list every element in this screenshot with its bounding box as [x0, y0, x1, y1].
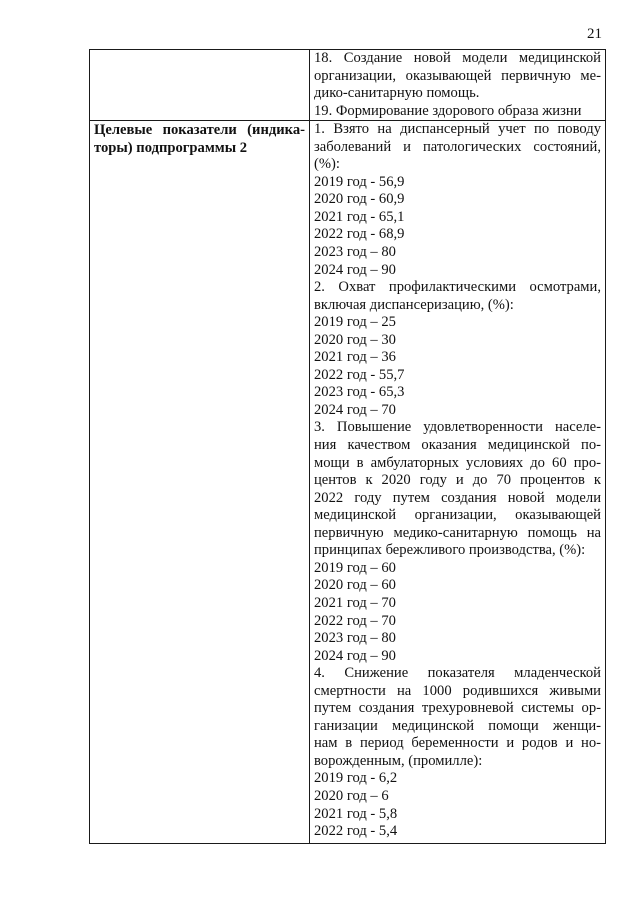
indicator-1-value-2023: 2023 год – 80	[314, 244, 396, 261]
indicator-2	[314, 279, 601, 419]
task-18-line: 18. Создание новой модели медицинской	[314, 50, 601, 66]
indicator-3-line: медицинской организации, оказывающей	[314, 507, 601, 524]
task-19: 19. Формирование здорового образа жизни	[314, 102, 582, 119]
table-row	[90, 121, 606, 844]
indicator-2-line: включая диспансеризацию, (%):	[314, 296, 514, 313]
indicator-4	[314, 665, 601, 840]
tasks-cell	[310, 50, 606, 121]
subprogram-indicators-heading: Целевые показатели (индика-торы) подпрограммы 2	[90, 121, 310, 844]
indicator-3-line: мощи в амбулаторных условиях до 60 про-	[314, 454, 601, 471]
indicator-2-value-2024: 2024 год – 70	[314, 401, 396, 418]
indicator-2-value-2020: 2020 год – 30	[314, 331, 396, 348]
indicator-3-line: центов к 2020 году и до 70 процентов к	[314, 472, 601, 489]
indicator-3-line: 3. Повышение удовлетворенности населе-	[314, 419, 601, 436]
indicator-2-value-2022: 2022 год - 55,7	[314, 366, 405, 383]
indicator-2-value-2021: 2021 год – 36	[314, 349, 396, 366]
indicator-3-line: принципах бережливого производства, (%):	[314, 542, 586, 559]
indicators-table	[89, 49, 606, 844]
indicator-4-line: путем создания трехуровневой системы ор-	[314, 700, 601, 717]
indicator-1-value-2024: 2024 год – 90	[314, 261, 396, 278]
indicators-cell	[310, 121, 606, 844]
indicator-1-line: заболеваний и патологических состояний,	[314, 138, 601, 155]
indicator-1-value-2020: 2020 год - 60,9	[314, 191, 405, 208]
indicator-3-value-2019: 2019 год – 60	[314, 559, 396, 576]
indicator-1-value-2019: 2019 год - 56,9	[314, 173, 405, 190]
indicator-3-line: ния качеством оказания медицинской по-	[314, 437, 601, 454]
indicator-3-value-2023: 2023 год – 80	[314, 630, 396, 647]
indicator-4-value-2020: 2020 год – 6	[314, 787, 389, 804]
indicator-4-line: ганизации медицинской помощи женщи-	[314, 717, 601, 734]
indicator-1-value-2022: 2022 год - 68,9	[314, 226, 405, 243]
indicator-4-line: смертности на 1000 родившихся живыми	[314, 682, 601, 699]
indicator-3-line: первичную медико-санитарную помощь на	[314, 524, 601, 541]
indicator-2-value-2019: 2019 год – 25	[314, 314, 396, 331]
indicator-4-line: ворожденным, (промилле):	[314, 752, 483, 769]
indicator-4-value-2021: 2021 год - 5,8	[314, 805, 398, 822]
indicator-4-line: 4. Снижение показателя младенческой	[314, 665, 601, 682]
indicator-3-line: 2022 году путем создания новой модели	[314, 489, 601, 506]
indicator-3-value-2020: 2020 год – 60	[314, 577, 396, 594]
indicator-4-line: нам в период беременности и родов и но-	[314, 735, 601, 752]
indicator-1	[314, 121, 601, 279]
indicator-2-line: 2. Охват профилактическими осмотрами,	[314, 279, 601, 296]
page-number: 21	[587, 26, 602, 42]
indicator-1-unit: (%):	[314, 156, 340, 173]
indicator-2-value-2023: 2023 год - 65,3	[314, 384, 405, 401]
indicator-4-value-2022: 2022 год - 5,4	[314, 823, 398, 840]
indicator-4-value-2019: 2019 год - 6,2	[314, 770, 398, 787]
indicator-1-value-2021: 2021 год - 65,1	[314, 208, 405, 225]
indicator-3-value-2024: 2024 год – 90	[314, 647, 396, 664]
indicator-3	[314, 419, 601, 665]
task-18-line: организации, оказывающей первичную ме-	[314, 67, 601, 84]
task-18-line: дико-санитарную помощь.	[314, 85, 480, 102]
indicator-1-line: 1. Взято на диспансерный учет по поводу	[314, 121, 601, 138]
indicator-3-value-2022: 2022 год – 70	[314, 612, 396, 629]
empty-left-cell	[90, 50, 310, 121]
table-row	[90, 50, 606, 121]
indicator-3-value-2021: 2021 год – 70	[314, 594, 396, 611]
